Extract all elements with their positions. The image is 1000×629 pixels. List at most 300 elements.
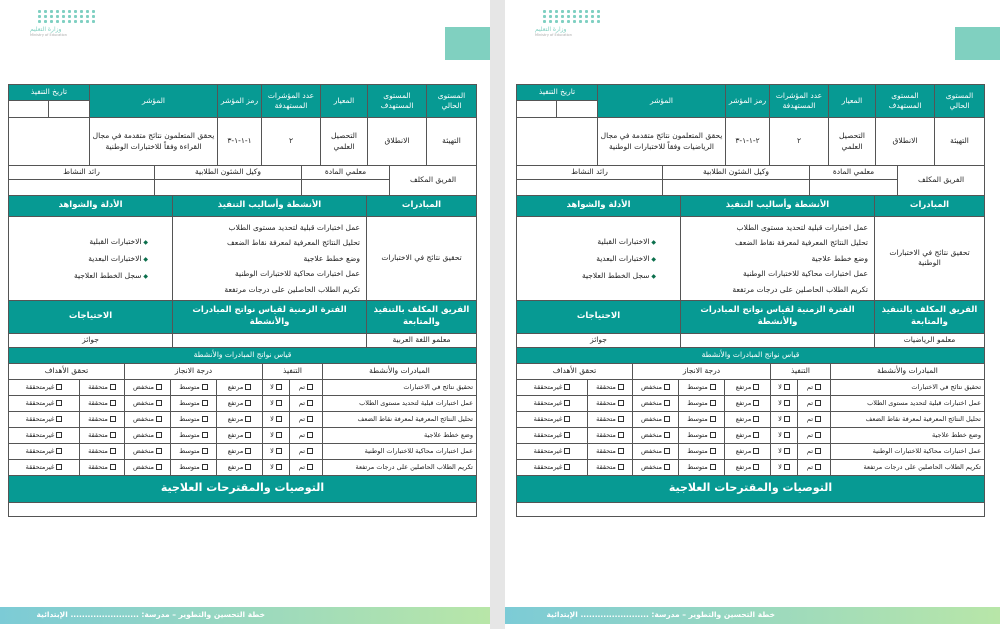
- ach-medium[interactable]: [171, 459, 217, 475]
- checkbox-done[interactable]: [307, 464, 313, 470]
- target-level-value: الانطلاق: [368, 118, 427, 166]
- checkbox-low[interactable]: [156, 432, 162, 438]
- checkbox-high[interactable]: [753, 400, 759, 406]
- option-label-done: تم: [298, 446, 306, 455]
- checkbox-high[interactable]: [753, 416, 759, 422]
- option-label-medium: متوسط: [179, 414, 200, 423]
- needs-value: جوائز: [517, 333, 681, 347]
- measure-row: [8, 459, 476, 475]
- option-label-medium: متوسط: [179, 446, 200, 455]
- measure-table: [8, 347, 477, 517]
- exec-done[interactable]: [798, 395, 831, 411]
- header-indicator-code: رمز المؤشر: [726, 85, 770, 118]
- student-affairs-label: وكيل الشئون الطلابية: [155, 166, 302, 180]
- exec-done[interactable]: [798, 427, 831, 443]
- checkbox-achieved[interactable]: [618, 464, 624, 470]
- needs-value: جوائز: [9, 333, 173, 347]
- exec-not[interactable]: [771, 459, 798, 475]
- checkbox-medium[interactable]: [202, 464, 208, 470]
- checkbox-medium[interactable]: [710, 432, 716, 438]
- goal-achieved[interactable]: [80, 411, 125, 427]
- goal-not-achieved[interactable]: [516, 395, 587, 411]
- ach-medium[interactable]: [679, 427, 725, 443]
- goal-not-achieved[interactable]: [516, 379, 587, 395]
- exec-done[interactable]: [798, 379, 831, 395]
- exec-not[interactable]: [263, 411, 290, 427]
- measure-table: [516, 347, 985, 517]
- checkbox-not-achieved[interactable]: [564, 448, 570, 454]
- indicator-code-value: ١-١-١-٣: [218, 118, 262, 166]
- checkbox-not[interactable]: [276, 448, 282, 454]
- option-label-medium: متوسط: [687, 430, 708, 439]
- checkbox-done[interactable]: [307, 432, 313, 438]
- option-label-low: منخفض: [641, 398, 662, 407]
- checkbox-high[interactable]: [245, 400, 251, 406]
- corner-decoration: [445, 27, 490, 60]
- option-label-done: تم: [806, 446, 814, 455]
- checkbox-low[interactable]: [664, 384, 670, 390]
- checkbox-done[interactable]: [307, 448, 313, 454]
- option-label-not-achieved: غيرمتحققة: [533, 398, 563, 407]
- goal-achieved[interactable]: [588, 427, 633, 443]
- goal-achieved[interactable]: [80, 427, 125, 443]
- checkbox-achieved[interactable]: [618, 448, 624, 454]
- goal-not-achieved[interactable]: [516, 443, 587, 459]
- checkbox-not[interactable]: [276, 400, 282, 406]
- ach-high[interactable]: [725, 443, 771, 459]
- checkbox-achieved[interactable]: [110, 464, 116, 470]
- ach-low[interactable]: [633, 395, 679, 411]
- page-footer: [505, 607, 1000, 624]
- recommendations-value[interactable]: [8, 502, 476, 516]
- activity-leader-value[interactable]: [517, 180, 663, 196]
- ach-medium[interactable]: [171, 379, 217, 395]
- ach-medium[interactable]: [171, 395, 217, 411]
- goal-not-achieved[interactable]: [516, 427, 587, 443]
- goal-achieved[interactable]: [588, 443, 633, 459]
- checkbox-achieved[interactable]: [110, 416, 116, 422]
- date-start-cell[interactable]: [557, 101, 598, 118]
- checkbox-done[interactable]: [307, 384, 313, 390]
- checkbox-achieved[interactable]: [110, 448, 116, 454]
- option-label-done: تم: [298, 462, 306, 471]
- logo-text-ar: وزارة التعليم: [30, 26, 62, 33]
- option-label-done: تم: [806, 398, 814, 407]
- option-label-done: تم: [806, 382, 814, 391]
- option-label-not-achieved: غيرمتحققة: [25, 446, 55, 455]
- checkbox-done[interactable]: [307, 416, 313, 422]
- option-label-high: مرتفع: [227, 398, 244, 407]
- option-label-medium: متوسط: [179, 462, 200, 471]
- ach-low[interactable]: [633, 427, 679, 443]
- ach-low[interactable]: [633, 379, 679, 395]
- checkbox-low[interactable]: [156, 384, 162, 390]
- checkbox-not-achieved[interactable]: [56, 400, 62, 406]
- header-followup-team: الفريق المكلف بالتنفيذ والمتابعة: [367, 300, 477, 333]
- subject-teacher-label: معلمي المادة: [302, 166, 390, 180]
- measure-row: [8, 427, 476, 443]
- option-label-not: لا: [778, 446, 782, 455]
- ach-high[interactable]: [217, 379, 263, 395]
- measure-row: [8, 395, 476, 411]
- header-evidence: الأدلة والشواهد: [9, 196, 173, 217]
- checkbox-not-achieved[interactable]: [564, 464, 570, 470]
- activity-item: وضع خطط علاجية: [303, 253, 360, 263]
- checkbox-done[interactable]: [815, 416, 821, 422]
- evidence-item: ◆ سجل الخطط العلاجية: [74, 271, 148, 280]
- option-label-done: تم: [298, 414, 306, 423]
- indicator-code-value: ٢-١-١-٣: [726, 118, 770, 166]
- checkbox-not-achieved[interactable]: [564, 432, 570, 438]
- ach-medium[interactable]: [679, 395, 725, 411]
- logo-mark-icon: [38, 10, 90, 23]
- goal-achieved[interactable]: [588, 395, 633, 411]
- measure-row-label: عمل اختبارات محاكية للاختبارات الوطنية: [831, 443, 985, 459]
- checkbox-not-achieved[interactable]: [56, 416, 62, 422]
- option-label-low: منخفض: [133, 446, 154, 455]
- document-page-2: [505, 0, 1000, 629]
- exec-not[interactable]: [263, 379, 290, 395]
- checkbox-medium[interactable]: [202, 384, 208, 390]
- checkbox-high[interactable]: [245, 464, 251, 470]
- activity-leader-label: رائد النشاط: [517, 166, 663, 180]
- option-label-done: تم: [806, 414, 814, 423]
- indicators-count-value: ٢: [262, 118, 321, 166]
- checkbox-not-achieved[interactable]: [56, 464, 62, 470]
- goal-achieved[interactable]: [588, 459, 633, 475]
- ach-low[interactable]: [125, 459, 171, 475]
- measure-row-label: تكريم الطلاب الحاصلين على درجات مرتفعة: [323, 459, 477, 475]
- ach-low[interactable]: [633, 443, 679, 459]
- checkbox-achieved[interactable]: [110, 400, 116, 406]
- goal-not-achieved[interactable]: [516, 459, 587, 475]
- ach-low[interactable]: [125, 395, 171, 411]
- checkbox-not-achieved[interactable]: [56, 432, 62, 438]
- exec-date-value[interactable]: [8, 118, 89, 166]
- ach-low[interactable]: [125, 411, 171, 427]
- ministry-logo: [535, 10, 595, 46]
- ach-high[interactable]: [217, 443, 263, 459]
- header-measure: قياس نواتج المبادرات والأنشطة: [8, 347, 476, 363]
- checkbox-not[interactable]: [784, 416, 790, 422]
- student-affairs-value[interactable]: [663, 180, 810, 196]
- date-end-cell[interactable]: [516, 101, 556, 118]
- goal-achieved[interactable]: [80, 379, 125, 395]
- checkbox-not[interactable]: [784, 400, 790, 406]
- checkbox-not[interactable]: [276, 384, 282, 390]
- activity-item: عمل اختبارات قبلية لتحديد مستوى الطلاب: [228, 223, 360, 232]
- activities-list: [681, 217, 875, 301]
- checkbox-low[interactable]: [664, 432, 670, 438]
- recommendations-value[interactable]: [516, 502, 984, 516]
- goal-not-achieved[interactable]: [516, 411, 587, 427]
- option-label-achieved: متحققة: [596, 382, 616, 391]
- checkbox-low[interactable]: [664, 416, 670, 422]
- option-label-low: منخفض: [641, 430, 662, 439]
- header-measure: قياس نواتج المبادرات والأنشطة: [516, 347, 984, 363]
- ach-low[interactable]: [633, 459, 679, 475]
- plan-form: [517, 84, 985, 517]
- option-label-not: لا: [778, 462, 782, 471]
- measure-row: [516, 459, 984, 475]
- goal-achieved[interactable]: [80, 395, 125, 411]
- evidence-list: [9, 217, 173, 301]
- checkbox-low[interactable]: [156, 448, 162, 454]
- ach-high[interactable]: [725, 411, 771, 427]
- footer-text: خطة التحسين والتطوير – مدرسة: ........................ الإبتدائية: [36, 610, 265, 619]
- goal-not-achieved[interactable]: [8, 443, 79, 459]
- exec-not[interactable]: [771, 379, 798, 395]
- checkbox-not-achieved[interactable]: [564, 384, 570, 390]
- checkbox-high[interactable]: [245, 416, 251, 422]
- exec-not[interactable]: [771, 427, 798, 443]
- goal-not-achieved[interactable]: [8, 379, 79, 395]
- header-needs: الاحتياجات: [9, 300, 173, 333]
- student-affairs-label: وكيل الشئون الطلابية: [663, 166, 810, 180]
- ach-high[interactable]: [725, 379, 771, 395]
- checkbox-medium[interactable]: [202, 432, 208, 438]
- goal-not-achieved[interactable]: [8, 459, 79, 475]
- ach-low[interactable]: [125, 443, 171, 459]
- header-followup-team: الفريق المكلف بالتنفيذ والمتابعة: [875, 300, 985, 333]
- goal-achieved[interactable]: [80, 459, 125, 475]
- subject-teacher-value[interactable]: [810, 180, 898, 196]
- checkbox-not[interactable]: [276, 416, 282, 422]
- ach-medium[interactable]: [679, 443, 725, 459]
- checkbox-high[interactable]: [245, 384, 251, 390]
- exec-done[interactable]: [290, 459, 323, 475]
- option-label-done: تم: [298, 430, 306, 439]
- student-affairs-value[interactable]: [155, 180, 302, 196]
- header-needs: الاحتياجات: [517, 300, 681, 333]
- checkbox-high[interactable]: [753, 384, 759, 390]
- corner-decoration: [955, 27, 1000, 60]
- header-target-level: المستوى المستهدف: [876, 85, 935, 118]
- activity-item: عمل اختبارات محاكية للاختبارات الوطنية: [234, 269, 360, 279]
- measure-row-label: عمل اختبارات محاكية للاختبارات الوطنية: [323, 443, 477, 459]
- checkbox-medium[interactable]: [202, 416, 208, 422]
- ach-high[interactable]: [725, 459, 771, 475]
- checkbox-high[interactable]: [245, 432, 251, 438]
- exec-done[interactable]: [798, 443, 831, 459]
- goal-achieved[interactable]: [80, 443, 125, 459]
- ach-low[interactable]: [125, 427, 171, 443]
- goal-achieved[interactable]: [588, 379, 633, 395]
- checkbox-not-achieved[interactable]: [564, 416, 570, 422]
- exec-not[interactable]: [771, 411, 798, 427]
- exec-done[interactable]: [290, 427, 323, 443]
- measure-row: [516, 379, 984, 395]
- checkbox-achieved[interactable]: [618, 400, 624, 406]
- checkbox-low[interactable]: [156, 400, 162, 406]
- exec-not[interactable]: [263, 395, 290, 411]
- goal-not-achieved[interactable]: [8, 395, 79, 411]
- ach-high[interactable]: [217, 411, 263, 427]
- checkbox-low[interactable]: [664, 400, 670, 406]
- option-label-high: مرتفع: [735, 446, 752, 455]
- checkbox-achieved[interactable]: [618, 432, 624, 438]
- option-label-low: منخفض: [641, 446, 662, 455]
- checkbox-not[interactable]: [784, 448, 790, 454]
- checkbox-high[interactable]: [753, 432, 759, 438]
- initiative-value: تحقيق نتائج في الاختبارات: [367, 217, 477, 301]
- ach-medium[interactable]: [171, 443, 217, 459]
- checkbox-medium[interactable]: [710, 448, 716, 454]
- checkbox-not[interactable]: [784, 384, 790, 390]
- header-execution: التنفيذ: [263, 363, 323, 379]
- exec-not[interactable]: [263, 427, 290, 443]
- ach-medium[interactable]: [171, 427, 217, 443]
- checkbox-not-achieved[interactable]: [56, 448, 62, 454]
- evidence-item: ◆ الاختبارات القبلية: [89, 237, 148, 246]
- exec-date-value[interactable]: [516, 118, 597, 166]
- header-standard: المعيار: [829, 85, 876, 118]
- header-target-level: المستوى المستهدف: [368, 85, 427, 118]
- ach-medium[interactable]: [679, 411, 725, 427]
- checkbox-medium[interactable]: [710, 400, 716, 406]
- checkbox-low[interactable]: [156, 464, 162, 470]
- goal-not-achieved[interactable]: [8, 427, 79, 443]
- ach-high[interactable]: [725, 427, 771, 443]
- checkbox-high[interactable]: [753, 464, 759, 470]
- checkbox-achieved[interactable]: [618, 384, 624, 390]
- team-table: [516, 165, 985, 196]
- option-label-done: تم: [298, 382, 306, 391]
- checkbox-medium[interactable]: [710, 464, 716, 470]
- checkbox-medium[interactable]: [202, 448, 208, 454]
- checkbox-not-achieved[interactable]: [56, 384, 62, 390]
- checkbox-done[interactable]: [307, 400, 313, 406]
- plan-form: [9, 84, 477, 517]
- ach-high[interactable]: [217, 459, 263, 475]
- time-period-value[interactable]: [681, 333, 875, 347]
- option-label-achieved: متحققة: [596, 430, 616, 439]
- option-label-high: مرتفع: [735, 430, 752, 439]
- measure-row-label: عمل اختبارات قبلية لتحديد مستوى الطلاب: [831, 395, 985, 411]
- header-init-acts: المبادرات والأنشطة: [831, 363, 985, 379]
- header-indicator: المؤشر: [90, 85, 218, 118]
- option-label-medium: متوسط: [687, 446, 708, 455]
- ach-medium[interactable]: [679, 459, 725, 475]
- checkbox-medium[interactable]: [710, 384, 716, 390]
- evidence-item: ◆ سجل الخطط العلاجية: [582, 271, 656, 280]
- checkbox-low[interactable]: [156, 416, 162, 422]
- checkbox-high[interactable]: [753, 448, 759, 454]
- checkbox-not[interactable]: [784, 432, 790, 438]
- exec-not[interactable]: [263, 443, 290, 459]
- ach-medium[interactable]: [679, 379, 725, 395]
- team-table: [8, 165, 477, 196]
- ach-low[interactable]: [125, 379, 171, 395]
- checkbox-achieved[interactable]: [110, 432, 116, 438]
- option-label-not: لا: [270, 462, 274, 471]
- exec-done[interactable]: [290, 443, 323, 459]
- logo-text-en: Ministry of Education: [535, 33, 572, 37]
- header-indicator: المؤشر: [598, 85, 726, 118]
- indicator-value: يحقق المتعلمون نتائج متقدمة في مجال الرياضيات وفقاً للاختبارات الوطنية: [598, 118, 726, 166]
- option-label-high: مرتفع: [227, 446, 244, 455]
- measure-row-label: تحقيق نتائج في الاختبارات: [831, 379, 985, 395]
- checkbox-low[interactable]: [664, 448, 670, 454]
- goal-achieved[interactable]: [588, 411, 633, 427]
- checkbox-not[interactable]: [276, 432, 282, 438]
- ach-low[interactable]: [633, 411, 679, 427]
- time-period-value[interactable]: [173, 333, 367, 347]
- option-label-achieved: متحققة: [88, 414, 108, 423]
- option-label-achieved: متحققة: [88, 430, 108, 439]
- ach-high[interactable]: [217, 427, 263, 443]
- measure-row: [8, 411, 476, 427]
- option-label-medium: متوسط: [179, 430, 200, 439]
- option-label-low: منخفض: [641, 462, 662, 471]
- initiative-value: تحقيق نتائج في الاختبارات الوطنية: [875, 217, 985, 301]
- exec-done[interactable]: [798, 459, 831, 475]
- ach-high[interactable]: [725, 395, 771, 411]
- checkbox-done[interactable]: [815, 384, 821, 390]
- checkbox-medium[interactable]: [710, 416, 716, 422]
- activity-leader-value[interactable]: [9, 180, 155, 196]
- date-start-cell[interactable]: [49, 101, 90, 118]
- ach-medium[interactable]: [171, 411, 217, 427]
- checkbox-achieved[interactable]: [618, 416, 624, 422]
- exec-not[interactable]: [771, 395, 798, 411]
- option-label-not: لا: [778, 398, 782, 407]
- option-label-done: تم: [298, 398, 306, 407]
- header-execution: التنفيذ: [771, 363, 831, 379]
- indicator-table: [8, 84, 477, 166]
- activity-item: تكريم الطلاب الحاصلين على درجات مرتفعة: [732, 284, 868, 294]
- measure-row-label: تكريم الطلاب الحاصلين على درجات مرتفعة: [831, 459, 985, 475]
- checkbox-done[interactable]: [815, 432, 821, 438]
- exec-done[interactable]: [290, 411, 323, 427]
- checkbox-high[interactable]: [245, 448, 251, 454]
- option-label-medium: متوسط: [687, 382, 708, 391]
- option-label-not: لا: [778, 430, 782, 439]
- measure-row-label: تحقيق نتائج في الاختبارات: [323, 379, 477, 395]
- checkbox-not[interactable]: [784, 464, 790, 470]
- header-achievement: درجة الانجاز: [633, 363, 771, 379]
- option-label-achieved: متحققة: [596, 398, 616, 407]
- exec-not[interactable]: [771, 443, 798, 459]
- checkbox-not[interactable]: [276, 464, 282, 470]
- checkbox-medium[interactable]: [202, 400, 208, 406]
- checkbox-achieved[interactable]: [110, 384, 116, 390]
- checkbox-done[interactable]: [815, 400, 821, 406]
- initiatives-table: [8, 195, 477, 348]
- evidence-list: [517, 217, 681, 301]
- checkbox-done[interactable]: [815, 448, 821, 454]
- exec-done[interactable]: [290, 379, 323, 395]
- exec-done[interactable]: [798, 411, 831, 427]
- exec-not[interactable]: [263, 459, 290, 475]
- option-label-achieved: متحققة: [88, 398, 108, 407]
- evidence-item: ◆ الاختبارات القبلية: [597, 237, 656, 246]
- measure-row-label: وضع خطط علاجية: [323, 427, 477, 443]
- checkbox-not-achieved[interactable]: [564, 400, 570, 406]
- checkbox-done[interactable]: [815, 464, 821, 470]
- exec-done[interactable]: [290, 395, 323, 411]
- checkbox-low[interactable]: [664, 464, 670, 470]
- indicator-value: يحقق المتعلمون نتائج متقدمة في مجال القراءة وفقاً للاختبارات الوطنية: [90, 118, 218, 166]
- measure-row: [8, 443, 476, 459]
- subject-teacher-value[interactable]: [302, 180, 390, 196]
- header-initiatives: المبادرات: [875, 196, 985, 217]
- date-end-cell[interactable]: [8, 101, 48, 118]
- ach-high[interactable]: [217, 395, 263, 411]
- option-label-not-achieved: غيرمتحققة: [25, 398, 55, 407]
- activity-leader-label: رائد النشاط: [9, 166, 155, 180]
- goal-not-achieved[interactable]: [8, 411, 79, 427]
